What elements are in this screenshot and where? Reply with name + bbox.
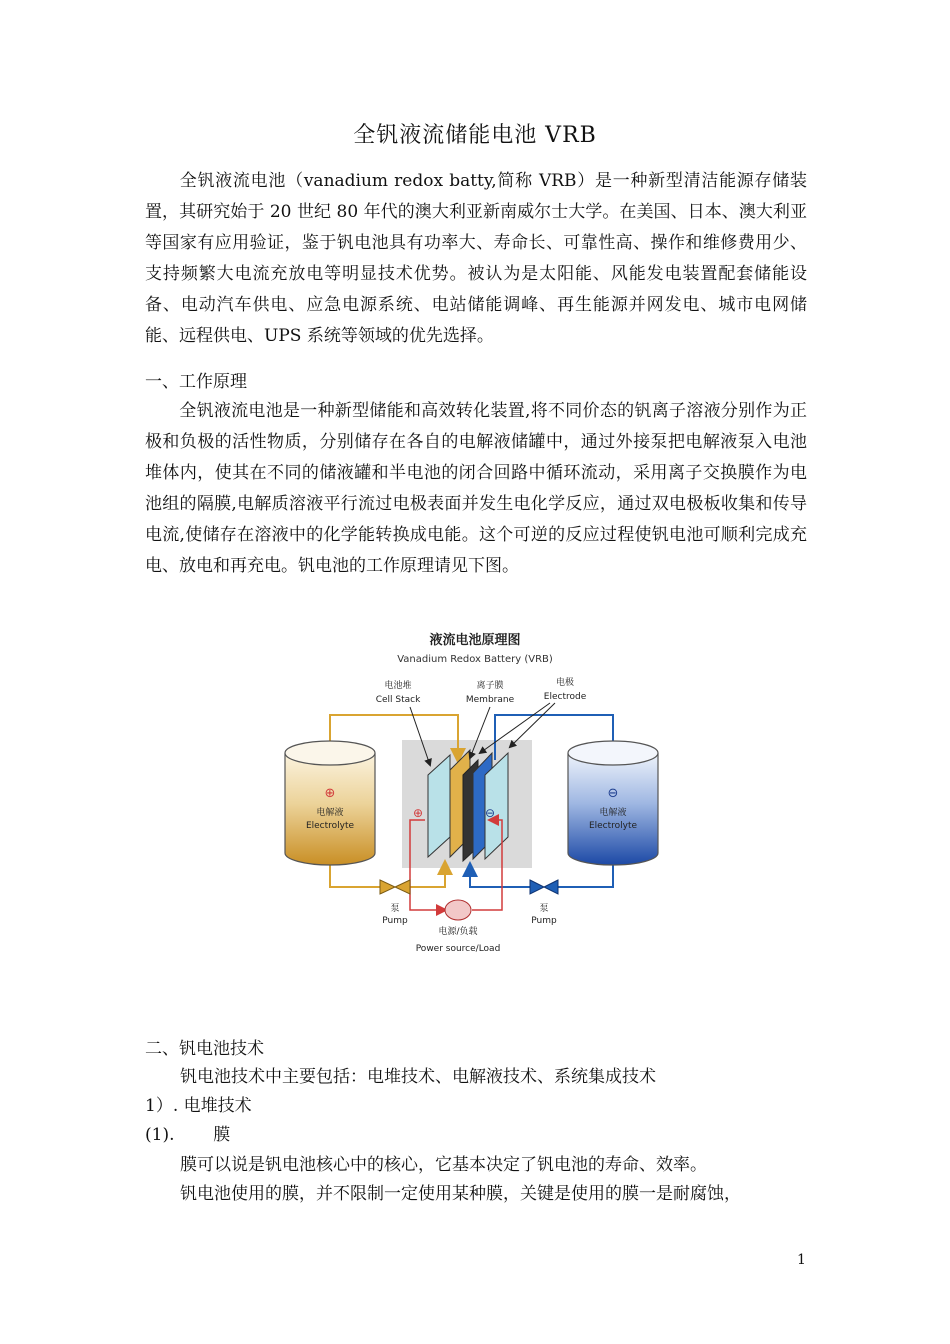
positive-electrolyte-label-en: Electrolyte	[305, 821, 355, 831]
positive-pump-label-en: Pump	[382, 916, 408, 926]
subsection-1-1-number: (1).	[145, 1125, 175, 1145]
positive-pump-icon-right	[395, 880, 410, 894]
cell-stack-label-en: Cell Stack	[375, 695, 421, 705]
figure-title-en: Vanadium Redox Battery (VRB)	[397, 654, 553, 665]
load-label-en: Power source/Load	[415, 944, 501, 954]
membrane-label-en: Membrane	[465, 695, 515, 705]
section1-text: 全钒液流电池是一种新型储能和高效转化装置,将不同价态的钒离子溶液分别作为正极和负极的活性物质，分别储存在各自的电解液储罐中，通过外接泵把电解液泵入电池堆体内，使其在不同的储液罐和半电池的闭合回路中循环流动，采用离子交换膜作为电池组的隔膜,电解质溶液平行流过电极表面并发生电化学反应，通过双电极板收集和传导电流,使储存在溶液中的化学能转换成电能。这个可逆的反应过程使钒电池可顺利完成充电、放电和再充电。钒电池的工作原理请见下图。	[145, 401, 807, 576]
figure-title-cn: 液流电池原理图	[429, 633, 521, 648]
negative-pump-label-en: Pump	[531, 916, 557, 926]
subsection-1-heading: 1）. 电堆技术	[145, 1096, 252, 1116]
intro-text: 全钒液流电池（vanadium redox batty,简称 VRB）是一种新型清洁能源存储装置，其研究始于 20 世纪 80 年代的澳大利亚新南威尔士大学。在美国、日本、澳大利亚等国家有应用验证，鉴于钒电池具有功率大、寿命长、可靠性高、操作和维修费用少、支持频繁大电流充放电等明显技术优势。被认为是太阳能、风能发电装置配套储能设备、电动汽车供电、应急电源系统、电站储能调峰、再生能源并网发电、城市电网储能、远程供电、UPS 系统等领域的优先选择。	[145, 171, 807, 346]
electrode-label-cn: 电极	[555, 678, 575, 688]
stack-minus-icon: ⊖	[484, 806, 496, 820]
section1-paragraph	[145, 396, 807, 582]
membrane-paragraph-1: 膜可以说是钒电池核心中的核心，它基本决定了钒电池的寿命、效率。	[180, 1155, 707, 1175]
subsection-1-1-label: 膜	[213, 1125, 231, 1145]
electrode-pointer-right	[510, 703, 555, 747]
negative-electrolyte-label-en: Electrolyte	[588, 821, 638, 831]
cell-stack-label-cn: 电池堆	[384, 681, 412, 691]
positive-electrolyte-label-cn: 电解液	[316, 808, 344, 818]
section2-intro: 钒电池技术中主要包括：电堆技术、电解液技术、系统集成技术	[180, 1067, 656, 1087]
positive-pump-icon-left	[380, 880, 395, 894]
negative-pump-icon-right	[544, 880, 558, 894]
stack-plus-icon: ⊕	[412, 806, 424, 820]
positive-tank-top	[285, 741, 375, 765]
negative-flow-pipe-return	[470, 865, 530, 887]
page-number: 1	[797, 1252, 806, 1268]
negative-electrolyte-label-cn: 电解液	[599, 808, 627, 818]
load-label-cn: 电源/负载	[438, 927, 478, 937]
negative-tank-minus-icon: ⊖	[607, 786, 619, 801]
membrane-label-cn: 离子膜	[476, 681, 504, 691]
negative-pump-icon-left	[530, 880, 544, 894]
section2-heading: 二、钒电池技术	[145, 1039, 264, 1059]
negative-pump-label-cn: 泵	[539, 904, 549, 914]
negative-tank-top	[568, 741, 658, 765]
intro-paragraph	[145, 166, 807, 352]
page-title: 全钒液流储能电池 VRB	[353, 123, 597, 148]
membrane-paragraph-2: 钒电池使用的膜，并不限制一定使用某种膜，关键是使用的膜一是耐腐蚀，	[180, 1184, 741, 1204]
positive-tank-plus-icon: ⊕	[324, 786, 336, 801]
section1-heading: 一、工作原理	[145, 372, 247, 392]
electrode-label-en: Electrode	[543, 692, 587, 702]
vrb-diagram	[280, 625, 670, 960]
subsection-1-1-heading	[145, 1121, 230, 1149]
positive-pump-label-cn: 泵	[390, 904, 400, 914]
power-load-icon	[445, 900, 471, 920]
